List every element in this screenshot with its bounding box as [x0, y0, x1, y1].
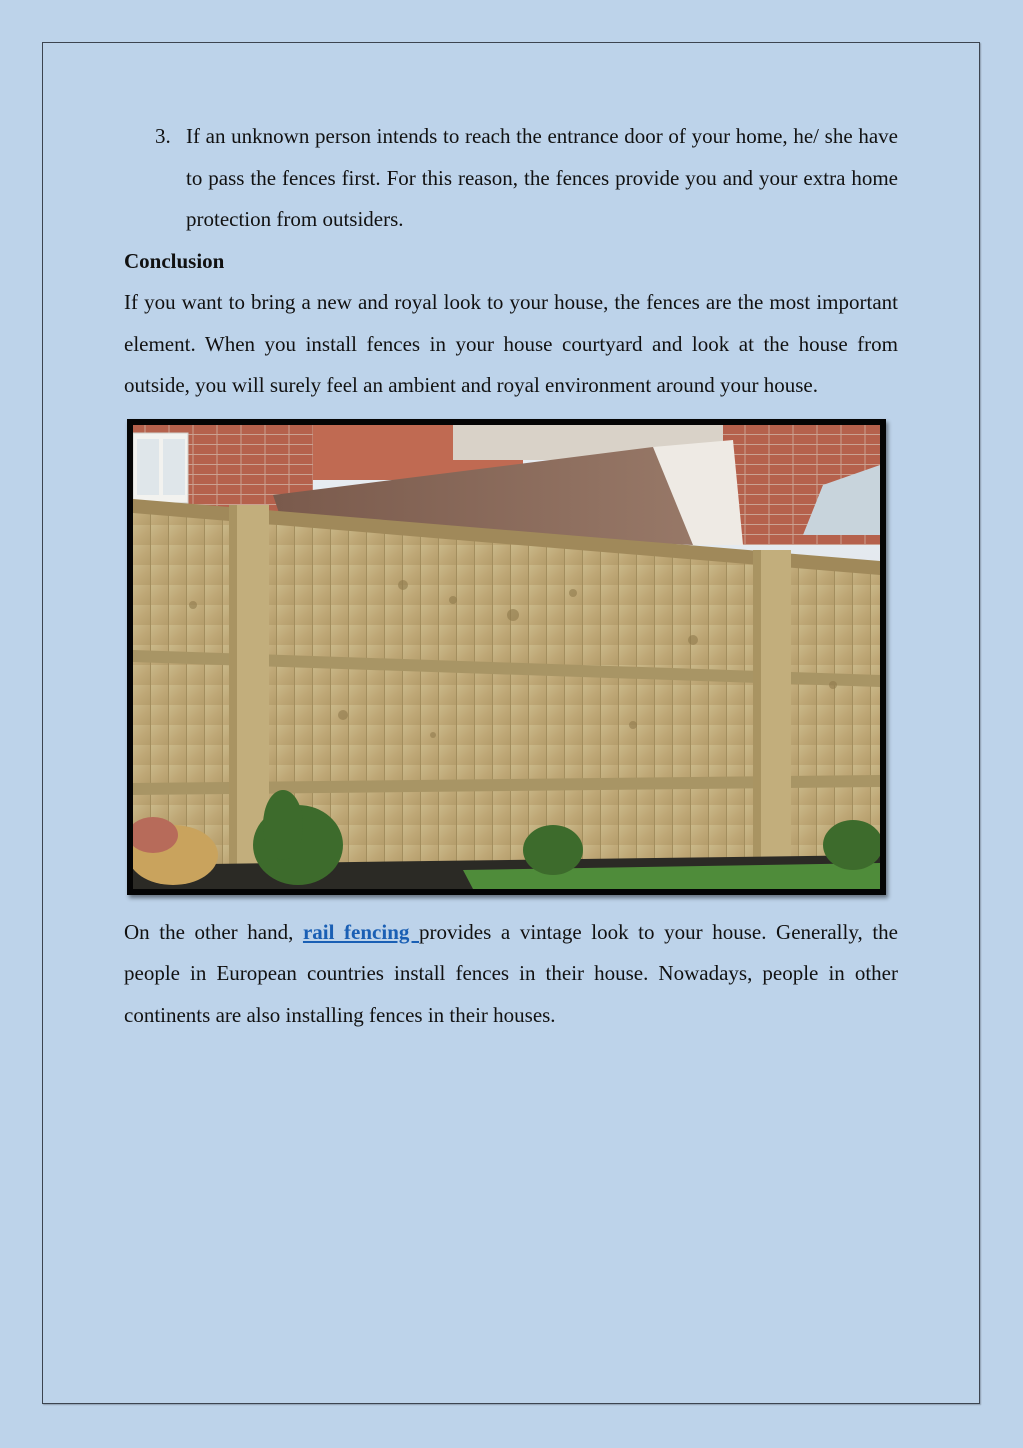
list-number: 3. — [155, 124, 171, 148]
list-item-text: If an unknown person intends to reach the entrance door of your home, he/ she have to pass the fences first. For this reason, the fences provide you and your extra home protection from outsiders. — [186, 124, 898, 231]
closing-text-after-link: provides a vintage look to your house. Generally, the people in European countries install fences in their house. Nowadays, people in other continents are also installing fences in their houses. — [124, 919, 898, 1027]
fence-photo-illustration — [133, 425, 880, 889]
section-heading-conclusion: Conclusion — [124, 248, 225, 273]
numbered-list-item — [124, 116, 898, 241]
closing-text-before-link: On the other hand, — [124, 919, 303, 944]
fence-photo — [127, 419, 886, 895]
rail-fencing-link[interactable]: rail fencing — [302, 919, 419, 944]
document-content — [124, 116, 898, 1036]
conclusion-paragraph: If you want to bring a new and royal look to your house, the fences are the most important element. When you install fences in your house courtyard and look at the house from outside, you will surely feel an ambient and royal environment around your house. — [124, 290, 898, 397]
closing-paragraph — [124, 912, 898, 1037]
